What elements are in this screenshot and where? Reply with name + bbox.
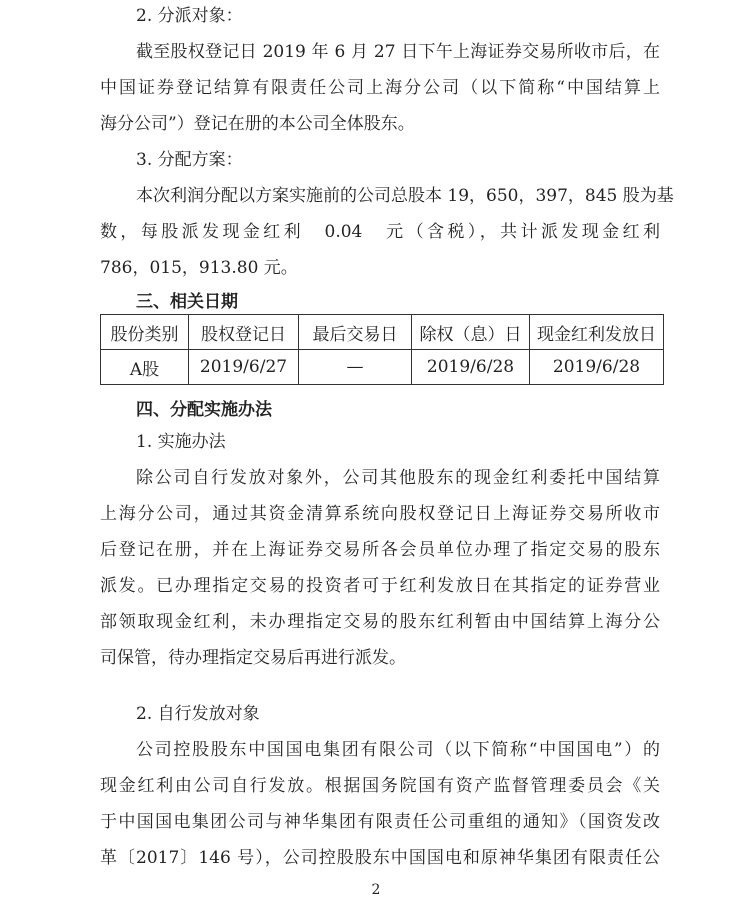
page-number: 2 (371, 882, 381, 898)
dates-table-header-row (101, 315, 664, 350)
method-sub1-line-4: 派发。已办理指定交易的投资者可于红利发放日在其指定的证券营业 (100, 576, 660, 596)
distribution-line-2: 中国证券登记结算有限责任公司上海分公司（以下简称“中国结算上 (100, 78, 660, 98)
method-sub2-heading: 2. 自行发放对象 (136, 704, 260, 724)
plan-heading: 3. 分配方案： (136, 150, 243, 170)
method-sub1-line-3: 后登记在册，并在上海证券交易所各会员单位办理了指定交易的股东 (100, 540, 660, 560)
dates-table (100, 314, 664, 385)
distribution-line-3: 海分公司”）登记在册的本公司全体股东。 (100, 114, 415, 134)
table-header-cell: 最后交易日 (299, 315, 412, 350)
table-header-cell: 股份类别 (101, 315, 189, 350)
plan-line-3: 786，015，913.80 元。 (100, 258, 298, 278)
table-header-cell: 股权登记日 (189, 315, 299, 350)
table-header-cell: 除权（息）日 (412, 315, 530, 350)
method-sub1-line-5: 部领取现金红利，未办理指定交易的股东红利暂由中国结算上海分公 (100, 612, 660, 632)
table-cell: A股 (101, 350, 189, 385)
method-sub2-line-2: 现金红利由公司自行发放。根据国务院国有资产监督管理委员会《关 (100, 776, 660, 796)
method-sub1-line-2: 上海分公司，通过其资金清算系统向股权登记日上海证券交易所收市 (100, 504, 660, 524)
method-sub1-line-6: 司保管，待办理指定交易后再进行派发。 (100, 648, 406, 668)
distribution-heading: 2. 分派对象： (136, 6, 243, 26)
table-cell: 2019/6/27 (189, 350, 299, 385)
table-cell: — (299, 350, 412, 385)
method-sub1-heading: 1. 实施办法 (136, 432, 226, 452)
distribution-line-1: 截至股权登记日 2019 年 6 月 27 日下午上海证券交易所收市后，在 (136, 42, 660, 62)
method-sub1-line-1: 除公司自行发放对象外，公司其他股东的现金红利委托中国结算 (136, 468, 660, 488)
table-cell: 2019/6/28 (530, 350, 664, 385)
method-sub2-line-4: 革〔2017〕146 号），公司控股股东中国国电和原神华集团有限责任公 (100, 848, 660, 868)
table-cell: 2019/6/28 (412, 350, 530, 385)
dates-heading: 三、相关日期 (136, 292, 238, 312)
table-header-cell: 现金红利发放日 (530, 315, 664, 350)
plan-line-2: 数，每股派发现金红利 0.04 元（含税），共计派发现金红利 (100, 222, 660, 242)
table-row (101, 350, 664, 385)
method-sub2-line-1: 公司控股股东中国国电集团有限公司（以下简称“中国国电”）的 (136, 740, 660, 760)
method-heading: 四、分配实施办法 (136, 400, 272, 420)
method-sub2-line-3: 于中国国电集团公司与神华集团有限责任公司重组的通知》（国资发改 (100, 812, 660, 832)
plan-line-1: 本次利润分配以方案实施前的公司总股本 19，650，397，845 股为基 (136, 186, 674, 206)
